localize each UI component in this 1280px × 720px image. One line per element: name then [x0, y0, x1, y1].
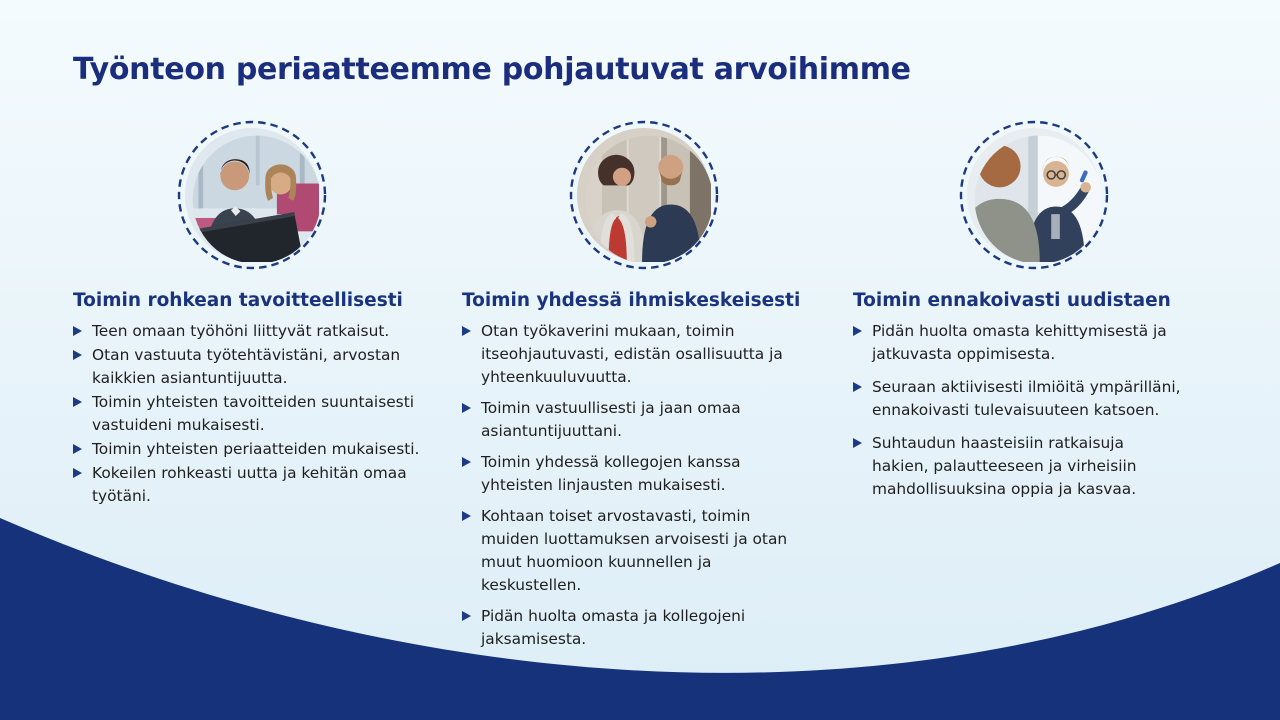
bullet-text: Teen omaan työhöni liittyvät ratkaisut.	[92, 322, 390, 340]
bullet-text: Suhtaudun haasteisiin ratkaisuja hakien, palautteeseen ja virheisiin mahdollisuuksina oppia ja kasvaa.	[872, 434, 1137, 498]
photo-ring-2	[569, 120, 812, 270]
bullet-text: Kohtaan toiset arvostavasti, toimin muiden luottamuksen arvoisesti ja otan muut huomioon kuunnellen ja keskustellen.	[481, 507, 788, 594]
photo-men-at-whiteboard	[959, 120, 1109, 270]
bullet-list	[73, 320, 425, 508]
bullet-triangle-icon	[73, 397, 82, 407]
bullet-item	[853, 376, 1183, 422]
bullet-text: Toimin yhdessä kollegojen kanssa yhteisten linjausten mukaisesti.	[481, 453, 741, 494]
bullet-item	[73, 320, 425, 343]
bullet-text: Pidän huolta omasta ja kollegojeni jaksamisesta.	[481, 607, 746, 648]
bullet-text: Kokeilen rohkeasti uutta ja kehitän omaa työtäni.	[92, 464, 407, 505]
bullet-triangle-icon	[853, 326, 862, 336]
bottom-wave-decoration	[0, 500, 1280, 720]
bullet-text: Toimin vastuullisesti ja jaan omaa asiantuntijuuttani.	[481, 399, 741, 440]
bullet-triangle-icon	[853, 438, 862, 448]
column-heading: Toimin ennakoivasti uudistaen	[853, 290, 1171, 311]
bullet-item	[73, 391, 425, 437]
bullet-triangle-icon	[462, 403, 471, 413]
bullet-triangle-icon	[73, 468, 82, 478]
photo-ring-3	[959, 120, 1183, 270]
bullet-triangle-icon	[73, 326, 82, 336]
bullet-item	[73, 438, 425, 461]
column-heading: Toimin rohkean tavoitteellisesti	[73, 290, 403, 311]
photo-colleagues-at-laptop	[177, 120, 327, 270]
bullet-item	[853, 320, 1183, 366]
value-column-renewal	[853, 120, 1183, 511]
bullet-item	[853, 432, 1183, 501]
bullet-item	[462, 397, 812, 443]
photo-ring-1	[177, 120, 425, 270]
bullet-triangle-icon	[462, 457, 471, 467]
bullet-list	[853, 320, 1183, 501]
bullet-text: Toimin yhteisten tavoitteiden suuntaisesti vastuideni mukaisesti.	[92, 393, 415, 434]
bullet-text: Seuraan aktiivisesti ilmiöitä ympärilläni, ennakoivasti tulevaisuuteen katsoen.	[872, 378, 1181, 419]
column-heading: Toimin yhdessä ihmiskeskeisesti	[462, 290, 801, 311]
bullet-item	[462, 320, 812, 389]
photo-colleagues-talking-hallway	[569, 120, 719, 270]
bullet-item	[73, 344, 425, 390]
bullet-triangle-icon	[73, 444, 82, 454]
bullet-triangle-icon	[462, 326, 471, 336]
value-column-goal-oriented	[73, 120, 425, 509]
bullet-item	[462, 451, 812, 497]
bullet-triangle-icon	[853, 382, 862, 392]
bullet-triangle-icon	[73, 350, 82, 360]
slide-title: Työnteon periaatteemme pohjautuvat arvoihimme	[73, 52, 911, 87]
bullet-text: Toimin yhteisten periaatteiden mukaisesti.	[92, 440, 420, 458]
bullet-text: Otan työkaverini mukaan, toimin itseohjautuvasti, edistän osallisuutta ja yhteenkuuluvuutta.	[481, 322, 783, 386]
bullet-text: Pidän huolta omasta kehittymisestä ja jatkuvasta oppimisesta.	[872, 322, 1167, 363]
bullet-text: Otan vastuuta työtehtävistäni, arvostan kaikkien asiantuntijuutta.	[92, 346, 401, 387]
